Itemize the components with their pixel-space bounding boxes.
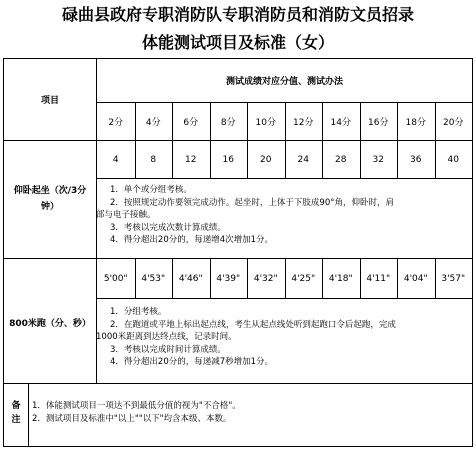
score-cell: 6分 xyxy=(183,118,199,128)
situps-value-cell: 36 xyxy=(410,154,422,165)
score-cell: 18分 xyxy=(405,118,426,128)
situps-value-cell: 40 xyxy=(447,154,459,165)
run-note-2: 2．在跑道或平地上标出起点线，考生从起点线处听到起跑口令后起跑，完成 xyxy=(110,319,396,330)
situps-note-3: 部与电子接触。 xyxy=(96,210,156,220)
remarks-notes xyxy=(32,400,468,425)
situps-value-cell: 8 xyxy=(150,154,157,165)
document-title-line1: 碌曲县政府专职消防队专职消防员和消防文员招录 xyxy=(61,5,414,24)
score-cell: 2分 xyxy=(108,118,124,128)
item-header: 项目 xyxy=(40,96,59,106)
score-cell: 10分 xyxy=(255,118,276,128)
situps-label-line2: 钟） xyxy=(40,201,59,212)
method-header: 测试成绩对应分值、测试办法 xyxy=(225,77,343,87)
run-note-3: 1000米距离到达终点线，记录时间。 xyxy=(96,332,237,342)
situps-value-cell: 28 xyxy=(335,154,347,165)
score-cell: 14分 xyxy=(330,118,351,128)
situps-note-5: 4．得分超出20分的，每递增4次增加1分。 xyxy=(110,235,274,245)
run-value-cell: 4'39" xyxy=(216,273,241,284)
situps-note-1: 1．单个或分组考核。 xyxy=(110,185,192,195)
run-note-1: 1．分组考核。 xyxy=(110,307,167,317)
remarks-label-line1: 备 xyxy=(11,400,21,411)
run-notes xyxy=(96,306,470,369)
document-title-line2: 体能测试项目及标准（女） xyxy=(141,33,334,52)
score-cell: 12分 xyxy=(293,118,314,128)
score-cell: 8分 xyxy=(220,118,236,128)
remarks-label-line2: 注 xyxy=(11,414,21,425)
run-value-cell: 4'25" xyxy=(291,273,316,284)
run-value-cell: 4'46" xyxy=(178,273,203,284)
situps-value-cell: 20 xyxy=(260,154,272,165)
situps-note-4: 3．考核以完成次数计算成绩。 xyxy=(110,222,226,233)
situps-notes xyxy=(96,184,470,247)
score-cell: 4分 xyxy=(145,118,161,128)
remarks-note-1: 1．体能测试项目一项达不到最低分值的视为"不合格"。 xyxy=(32,401,241,411)
situps-note-2: 2．按照规定动作要领完成动作。起坐时，上体于下肢成90°角，仰卧时，肩 xyxy=(110,197,394,208)
score-cell: 20分 xyxy=(443,118,464,128)
situps-value-cell: 4 xyxy=(112,154,119,165)
score-cell: 16分 xyxy=(368,118,389,128)
remarks-note-2: 2．测试项目及标准中"以上""以下"均含本级、本数。 xyxy=(32,413,232,424)
run-note-5: 4．得分超出20分的，每递减7秒增加1分。 xyxy=(110,357,274,367)
run-value-cell: 4'18" xyxy=(328,273,353,284)
run-value-cell: 4'11" xyxy=(366,273,391,284)
run-value-cell: 4'04" xyxy=(403,273,428,284)
situps-value-cell: 32 xyxy=(372,154,384,165)
situps-value-cell: 16 xyxy=(222,154,234,165)
run-value-cell: 4'53" xyxy=(141,273,166,284)
run-note-4: 3．考核以完成时间计算成绩。 xyxy=(110,344,226,355)
run-value-cell: 4'32" xyxy=(253,273,278,284)
situps-value-cell: 12 xyxy=(185,154,197,165)
situps-label-line1: 仰卧起坐（次/3分 xyxy=(13,185,87,196)
run-label: 800米跑（分、秒） xyxy=(9,318,91,329)
situps-value-cell: 24 xyxy=(297,154,309,165)
run-value-cell: 3'57" xyxy=(441,273,466,284)
run-value-cell: 5'00" xyxy=(103,273,128,284)
